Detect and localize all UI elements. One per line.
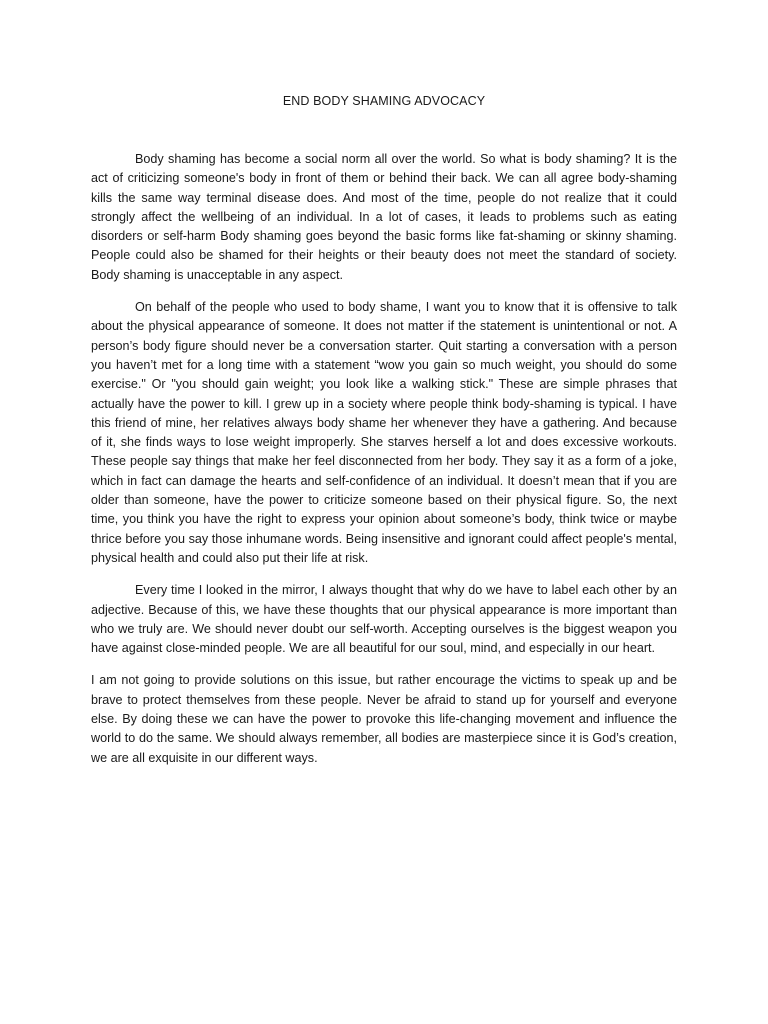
paragraph-mirror: Every time I looked in the mirror, I always thought that why do we have to label each other by an adjective. Because of this, we have these thoughts that our physical appearance is more important than who we truly are. We should never doubt our self-worth. Accepting ourselves is the biggest weapon you have against close-minded people. We are all beautiful for our soul, mind, and especially in our heart. (91, 583, 677, 656)
paragraph-intro: Body shaming has become a social norm all over the world. So what is body shaming? It is the act of criticizing someone's body in front of them or behind their back. We can all agree body-shaming kills the same way terminal disease does. And most of the time, people do not realize that it could strongly affect the wellbeing of an individual. In a lot of cases, it leads to problems such as eating disorders or self-harm Body shaming goes beyond the basic forms like fat-shaming or skinny shaming. People could also be shamed for their heights or their beauty does not meet the standard of society. Body shaming is unacceptable in any aspect. (91, 152, 677, 282)
paragraph-offensive-talk: On behalf of the people who used to body shame, I want you to know that it is offensive to talk about the physical appearance of someone. It does not matter if the statement is unintentional or not. A person’s body figure should never be a conversation starter. Quit starting a conversation with a person you haven’t met for a long time with a statement “wow you gain so much weight, you should do some exercise." Or "you should gain weight; you look like a walking stick." These are simple phrases that actually have the power to kill. I grew up in a society where people think body-shaming is typical. I have this friend of mine, her relatives always body shame her whenever they have a gathering. And because of it, she finds ways to lose weight improperly. She starves herself a lot and does excessive workouts. These people say things that make her feel disconnected from her body. They say it as a form of a joke, which in fact can damage the hearts and self-confidence of an individual. It doesn’t mean that if you are older than someone, have the power to criticize someone based on their physical figure. So, the next time, you think you have the right to express your opinion about someone’s body, think twice or maybe thrice before you say those inhumane words. Being insensitive and ignorant could affect people's mental, physical health and could also put their life at risk. (91, 300, 677, 565)
paragraph-conclusion: I am not going to provide solutions on this issue, but rather encourage the victims to speak up and be brave to protect themselves from these people. Never be afraid to stand up for yourself and everyone else. By doing these we can have the power to provoke this life-changing movement and influence the world to do the same. We should always remember, all bodies are masterpiece since it is God’s creation, we are all exquisite in our different ways. (91, 673, 677, 765)
document-title: END BODY SHAMING ADVOCACY (282, 94, 486, 108)
document-body (91, 150, 677, 781)
